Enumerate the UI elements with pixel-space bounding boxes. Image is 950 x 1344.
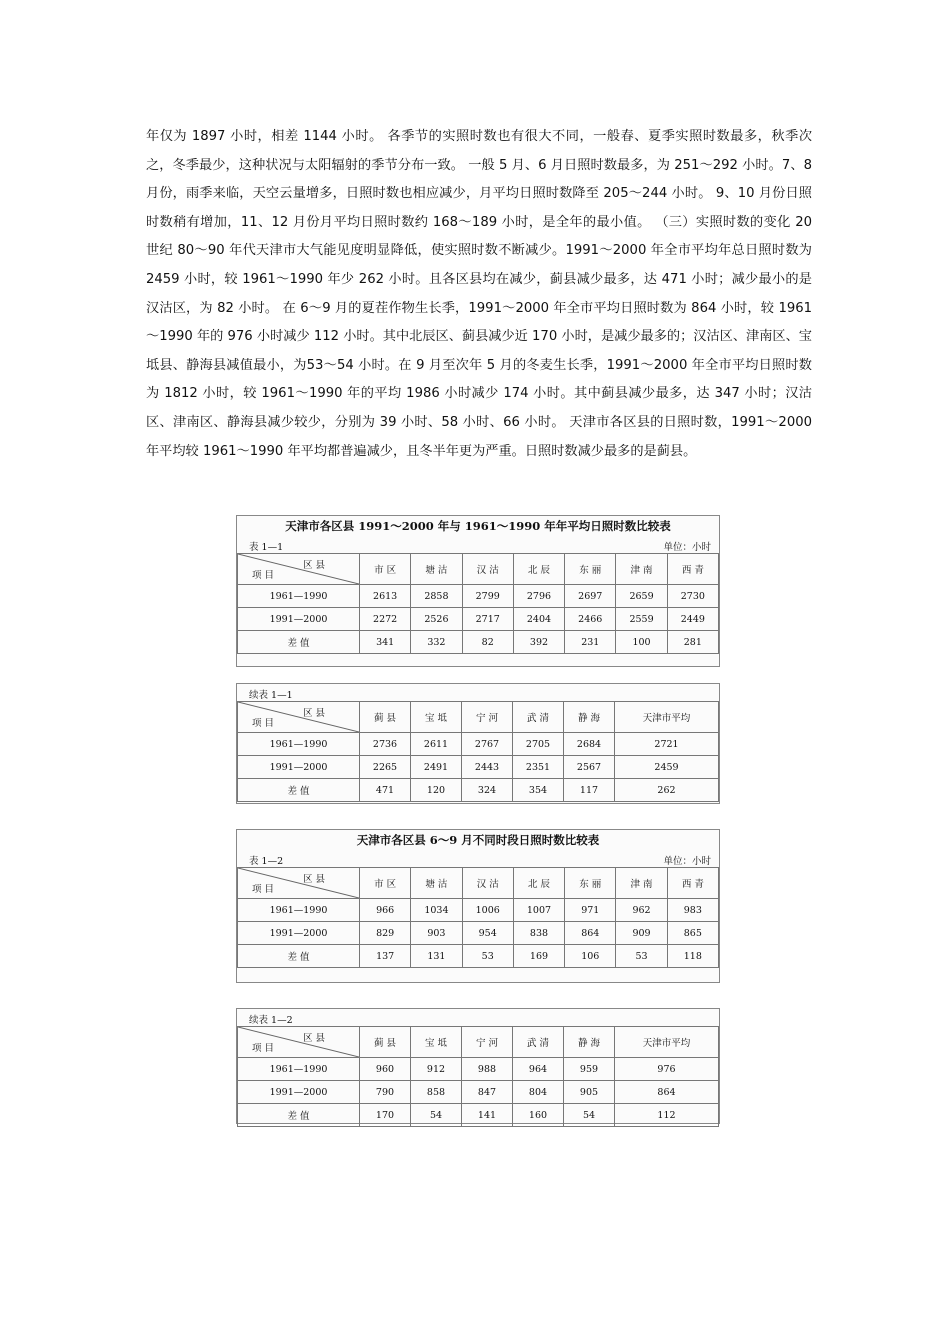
cell: 960 bbox=[360, 1058, 411, 1081]
cell: 983 bbox=[667, 899, 718, 922]
header-quxian: 区 县 bbox=[302, 874, 325, 885]
cell: 1006 bbox=[462, 899, 513, 922]
cell: 118 bbox=[667, 945, 718, 968]
column-header: 宝 坻 bbox=[411, 1027, 462, 1058]
cell: 903 bbox=[411, 922, 462, 945]
header-quxian: 区 县 bbox=[302, 1033, 325, 1044]
column-header: 静 海 bbox=[564, 1027, 615, 1058]
data-table bbox=[237, 701, 719, 802]
header-row bbox=[238, 1027, 719, 1058]
cell: 976 bbox=[615, 1058, 719, 1081]
cell: 2567 bbox=[564, 756, 615, 779]
table-row bbox=[238, 1104, 719, 1127]
column-header: 蓟 县 bbox=[360, 1027, 411, 1058]
data-table bbox=[237, 1026, 719, 1127]
cell: 2611 bbox=[411, 733, 462, 756]
cell: 341 bbox=[360, 631, 411, 654]
cell: 2736 bbox=[360, 733, 411, 756]
cell: 53 bbox=[616, 945, 667, 968]
cell: 53 bbox=[462, 945, 513, 968]
column-header: 西 青 bbox=[667, 554, 718, 585]
header-xiangmu: 项 目 bbox=[252, 570, 275, 581]
row-label: 1961—1990 bbox=[238, 899, 360, 922]
column-header: 静 海 bbox=[564, 702, 615, 733]
table-unit: 单位：小时 bbox=[663, 856, 711, 867]
row-label: 1961—1990 bbox=[238, 733, 360, 756]
column-header: 宁 河 bbox=[462, 1027, 513, 1058]
cell: 838 bbox=[513, 922, 564, 945]
column-header: 东 丽 bbox=[565, 554, 616, 585]
header-row bbox=[238, 554, 719, 585]
cell: 1034 bbox=[411, 899, 462, 922]
table-row bbox=[238, 608, 719, 631]
cell: 137 bbox=[360, 945, 411, 968]
cell: 106 bbox=[565, 945, 616, 968]
column-header: 北 辰 bbox=[513, 554, 564, 585]
table-row bbox=[238, 585, 719, 608]
cell: 2659 bbox=[616, 585, 667, 608]
header-row bbox=[238, 868, 719, 899]
row-label: 差 值 bbox=[238, 631, 360, 654]
cell: 2491 bbox=[411, 756, 462, 779]
column-header: 津 南 bbox=[616, 868, 667, 899]
table-unit: 单位：小时 bbox=[663, 542, 711, 553]
column-header: 塘 沽 bbox=[411, 868, 462, 899]
cell: 905 bbox=[564, 1081, 615, 1104]
cell: 829 bbox=[360, 922, 411, 945]
cell: 2705 bbox=[513, 733, 564, 756]
column-header: 市 区 bbox=[360, 868, 411, 899]
cell: 912 bbox=[411, 1058, 462, 1081]
cell: 865 bbox=[667, 922, 718, 945]
cell: 100 bbox=[616, 631, 667, 654]
cell: 864 bbox=[615, 1081, 719, 1104]
cell: 82 bbox=[462, 631, 513, 654]
cell: 964 bbox=[513, 1058, 564, 1081]
cell: 231 bbox=[565, 631, 616, 654]
row-label: 差 值 bbox=[238, 779, 360, 802]
row-label: 1991—2000 bbox=[238, 922, 360, 945]
column-header: 宁 河 bbox=[462, 702, 513, 733]
cell: 2796 bbox=[513, 585, 564, 608]
header-xiangmu: 项 目 bbox=[252, 884, 275, 895]
diagonal-header-cell bbox=[238, 554, 360, 585]
table-label: 续表 1—1 bbox=[249, 690, 293, 701]
data-table bbox=[237, 867, 719, 968]
column-header: 蓟 县 bbox=[360, 702, 411, 733]
table-annual-sunshine bbox=[236, 515, 720, 667]
diagonal-header-cell bbox=[238, 868, 360, 899]
column-header: 武 清 bbox=[513, 702, 564, 733]
table-row bbox=[238, 1058, 719, 1081]
cell: 160 bbox=[513, 1104, 564, 1127]
column-header: 津 南 bbox=[616, 554, 667, 585]
cell: 112 bbox=[615, 1104, 719, 1127]
table-row bbox=[238, 1081, 719, 1104]
cell: 2351 bbox=[513, 756, 564, 779]
cell: 847 bbox=[462, 1081, 513, 1104]
column-header: 天津市平均 bbox=[615, 702, 719, 733]
cell: 2717 bbox=[462, 608, 513, 631]
table-row bbox=[238, 779, 719, 802]
cell: 971 bbox=[565, 899, 616, 922]
cell: 2449 bbox=[667, 608, 718, 631]
cell: 2799 bbox=[462, 585, 513, 608]
cell: 2459 bbox=[615, 756, 719, 779]
cell: 2466 bbox=[565, 608, 616, 631]
table-row bbox=[238, 899, 719, 922]
table-label: 表 1—2 bbox=[249, 856, 284, 867]
cell: 2858 bbox=[411, 585, 462, 608]
header-xiangmu: 项 目 bbox=[252, 718, 275, 729]
header-quxian: 区 县 bbox=[302, 560, 325, 571]
cell: 2559 bbox=[616, 608, 667, 631]
header-row bbox=[238, 702, 719, 733]
cell: 281 bbox=[667, 631, 718, 654]
cell: 2272 bbox=[360, 608, 411, 631]
cell: 131 bbox=[411, 945, 462, 968]
column-header: 东 丽 bbox=[565, 868, 616, 899]
cell: 864 bbox=[565, 922, 616, 945]
cell: 324 bbox=[462, 779, 513, 802]
table-title: 天津市各区县 1991～2000 年与 1961～1990 年年平均日照时数比较表 bbox=[285, 519, 671, 533]
diagonal-header-cell bbox=[238, 702, 360, 733]
cell: 966 bbox=[360, 899, 411, 922]
cell: 954 bbox=[462, 922, 513, 945]
cell: 2721 bbox=[615, 733, 719, 756]
cell: 54 bbox=[411, 1104, 462, 1127]
cell: 471 bbox=[360, 779, 411, 802]
column-header: 武 清 bbox=[513, 1027, 564, 1058]
cell: 959 bbox=[564, 1058, 615, 1081]
data-table bbox=[237, 553, 719, 654]
cell: 262 bbox=[615, 779, 719, 802]
column-header: 西 青 bbox=[667, 868, 718, 899]
cell: 354 bbox=[513, 779, 564, 802]
cell: 858 bbox=[411, 1081, 462, 1104]
cell: 804 bbox=[513, 1081, 564, 1104]
column-header: 塘 沽 bbox=[411, 554, 462, 585]
row-label: 1961—1990 bbox=[238, 1058, 360, 1081]
row-label: 1991—2000 bbox=[238, 1081, 360, 1104]
cell: 2526 bbox=[411, 608, 462, 631]
cell: 170 bbox=[360, 1104, 411, 1127]
cell: 2730 bbox=[667, 585, 718, 608]
cell: 2265 bbox=[360, 756, 411, 779]
column-header: 汉 沽 bbox=[462, 554, 513, 585]
table-annual-sunshine-continued bbox=[236, 683, 720, 804]
cell: 332 bbox=[411, 631, 462, 654]
cell: 392 bbox=[513, 631, 564, 654]
cell: 2443 bbox=[462, 756, 513, 779]
header-xiangmu: 项 目 bbox=[252, 1043, 275, 1054]
cell: 2767 bbox=[462, 733, 513, 756]
cell: 988 bbox=[462, 1058, 513, 1081]
column-header: 北 辰 bbox=[513, 868, 564, 899]
table-label: 续表 1—2 bbox=[249, 1015, 293, 1026]
cell: 2697 bbox=[565, 585, 616, 608]
row-label: 1991—2000 bbox=[238, 608, 360, 631]
table-label: 表 1—1 bbox=[249, 542, 284, 553]
table-title: 天津市各区县 6～9 月不同时段日照时数比较表 bbox=[356, 833, 600, 847]
column-header: 市 区 bbox=[360, 554, 411, 585]
column-header: 天津市平均 bbox=[615, 1027, 719, 1058]
table-row bbox=[238, 922, 719, 945]
row-label: 差 值 bbox=[238, 1104, 360, 1127]
cell: 169 bbox=[513, 945, 564, 968]
cell: 790 bbox=[360, 1081, 411, 1104]
header-quxian: 区 县 bbox=[302, 708, 325, 719]
table-summer-sunshine bbox=[236, 829, 720, 983]
row-label: 1961—1990 bbox=[238, 585, 360, 608]
cell: 117 bbox=[564, 779, 615, 802]
cell: 1007 bbox=[513, 899, 564, 922]
table-row bbox=[238, 631, 719, 654]
cell: 909 bbox=[616, 922, 667, 945]
cell: 54 bbox=[564, 1104, 615, 1127]
row-label: 1991—2000 bbox=[238, 756, 360, 779]
table-row bbox=[238, 945, 719, 968]
column-header: 汉 沽 bbox=[462, 868, 513, 899]
diagonal-header-cell bbox=[238, 1027, 360, 1058]
table-row bbox=[238, 733, 719, 756]
cell: 141 bbox=[462, 1104, 513, 1127]
table-summer-sunshine-continued bbox=[236, 1008, 720, 1124]
cell: 2613 bbox=[360, 585, 411, 608]
cell: 962 bbox=[616, 899, 667, 922]
cell: 2684 bbox=[564, 733, 615, 756]
body-paragraph: 年仅为 1897 小时，相差 1144 小时。 各季节的实照时数也有很大不同，一般春、夏季实照时数最多，秋季次之，冬季最少，这种状况与太阳辐射的季节分布一致。 一般 5 月、6 月日照时数最多，为 251～292 小时。7、8 月份，雨季来临，天空云量增多，日照时数也相应减少，月平均日照时数降至 205～244 小时。 9、10 月份日照时数稍有增加，11、12 月份月平均日照时数约 168～189 小时，是全年的最小值。 （三）实照时数的变化 20 世纪 80～90 年代天津市大气能见度明显降低，使实照时数不断减少。1991～2000 年全市平均年总日照时数为 2459 小时，较 1961～1990 年少 262 小时。且各区县均在减少，蓟县减少最多，达 471 小时；减少最小的是汉沽区，为 82 小时。 在 6～9 月的夏茬作物生长季，1991～2000 年全市平均日照时数为 864 小时，较 1961～1990 年的 976 小时减少 112 小时。其中北辰区、蓟县减少近 170 小时，是减少最多的；汉沽区、津南区、宝坻县、静海县减值最小，为53～54 小时。在 9 月至次年 5 月的冬麦生长季，1991～2000 年全市平均日照时数为 1812 小时，较 1961～1990 年的平均 1986 小时减少 174 小时。其中蓟县减少最多，达 347 小时；汉沽区、津南区、静海县减少较少，分别为 39 小时、58 小时、66 小时。 天津市各区县的日照时数，1991～2000 年平均较 1961～1990 年平均都普遍减少，且冬半年更为严重。日照时数减少最多的是蓟县。 bbox=[146, 129, 812, 459]
cell: 120 bbox=[411, 779, 462, 802]
column-header: 宝 坻 bbox=[411, 702, 462, 733]
table-row bbox=[238, 756, 719, 779]
row-label: 差 值 bbox=[238, 945, 360, 968]
cell: 2404 bbox=[513, 608, 564, 631]
